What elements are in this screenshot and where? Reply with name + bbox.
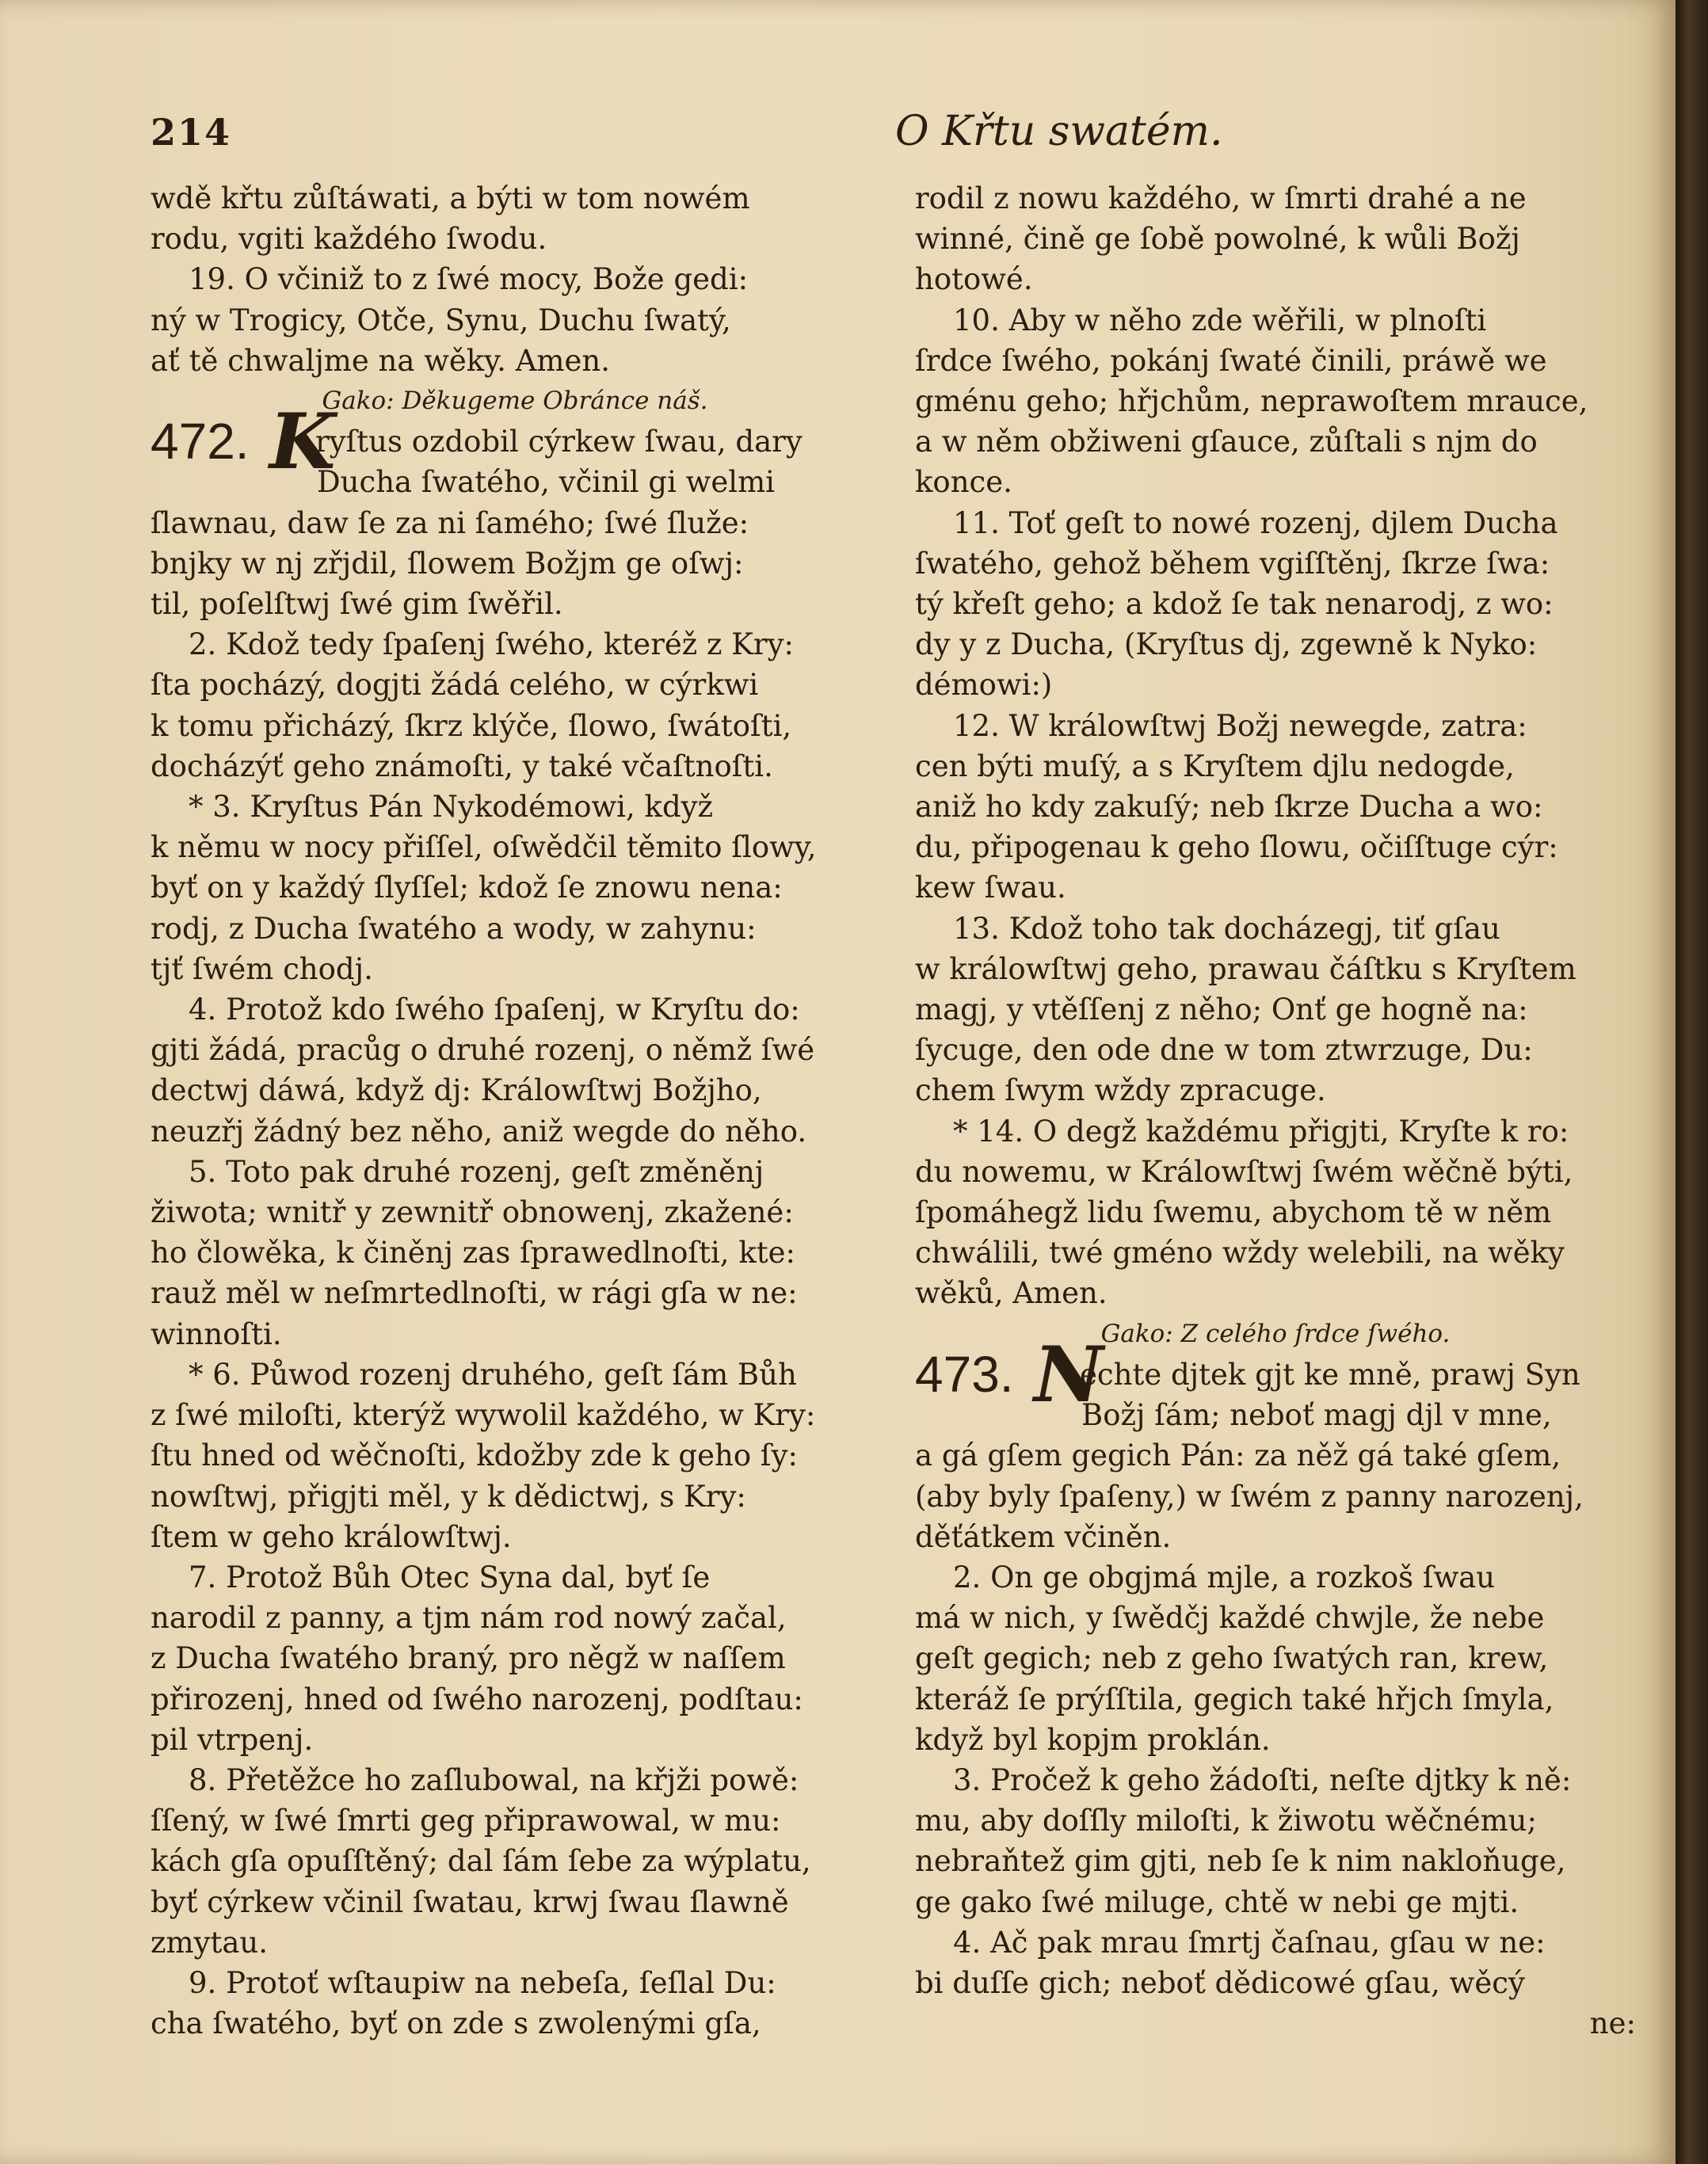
- text-line: kách gſa opuſſtěný; dal ſám ſebe za wýplatu,: [151, 1844, 811, 1879]
- text-line: a gá gſem gegich Pán: za něž gá také gſem,: [915, 1438, 1561, 1473]
- text-line: 19. O včiniž to z ſwé mocy, Bože gedi:: [189, 262, 749, 297]
- right-column: [915, 178, 1636, 2044]
- text-line: konce.: [915, 465, 1012, 500]
- text-line: pil vtrpenj.: [151, 1722, 314, 1757]
- text-line: 4. Protož kdo ſwého ſpaſenj, w Kryſtu do:: [189, 992, 800, 1027]
- text-line: chwálili, twé gméno wždy welebili, na wěky: [915, 1236, 1565, 1271]
- text-line: rodil z nowu každého, w ſmrti drahé a ne: [915, 181, 1527, 215]
- drop-cap: K: [269, 397, 336, 487]
- text-line: 10. Aby w něho zde wěřili, w plnoſti: [953, 303, 1487, 337]
- text-line: děťátkem včiněn.: [915, 1519, 1172, 1554]
- text-line: 8. Přetěžce ho zaſlubowal, na křjži powě:: [189, 1762, 799, 1797]
- text-line: w králowſtwj geho, prawau čáſtku s Kryſtem: [915, 951, 1576, 986]
- text-line: * 14. O degž každému přigjti, Kryſte k ro:: [953, 1114, 1569, 1149]
- text-line: * 3. Kryſtus Pán Nykodémowi, když: [189, 790, 714, 825]
- text-line: tjť ſwém chodj.: [151, 951, 373, 986]
- text-line: ſlawnau, daw ſe za ni ſamého; ſwé ſluže:: [151, 505, 749, 540]
- text-line: ſtu hned od wěčnoſti, kdožby zde k geho ſy:: [151, 1438, 798, 1473]
- text-line: 7. Protož Bůh Otec Syna dal, byť ſe: [189, 1560, 711, 1594]
- text-line: kteráž ſe prýſſtila, gegich také hřjch ſmyla,: [915, 1682, 1554, 1716]
- text-line: aniž ho kdy zakuſý; neb ſkrze Ducha a wo:: [915, 790, 1543, 825]
- text-line: bnjky w nj zřjdil, ſlowem Božjm ge oſwj:: [151, 546, 744, 581]
- text-line: bi duſſe gich; neboť dědicowé gſau, wěcý: [915, 1965, 1525, 2000]
- text-line: 2. On ge obgjmá mjle, a rozkoš ſwau: [953, 1560, 1496, 1594]
- text-line: dectwj dáwá, když dj: Králowſtwj Božjho,: [151, 1073, 762, 1108]
- text-line: ſycuge, den ode dne w tom ztwrzuge, Du:: [915, 1033, 1533, 1068]
- page-edge-binding: [1676, 0, 1708, 2164]
- text-line: * 6. Půwod rozenj druhého, geſt ſám Bůh: [189, 1357, 797, 1392]
- text-line: ryſtus ozdobil cýrkew ſwau, dary: [315, 425, 803, 459]
- text-line: winnoſti.: [151, 1316, 282, 1351]
- tune-line: Gako: Z celého ſrdce ſwého.: [1100, 1319, 1451, 1348]
- text-line: 13. Kdož toho tak docházegj, tiť gſau: [953, 911, 1500, 946]
- text-line: du nowemu, w Králowſtwj ſwém wěčně býti,: [915, 1154, 1573, 1189]
- text-line: mu, aby doſſly miloſti, k žiwotu wěčnému;: [915, 1804, 1537, 1838]
- text-line: wěků, Amen.: [915, 1276, 1108, 1311]
- text-line: 5. Toto pak druhé rozenj, geſt změněnj: [189, 1154, 764, 1189]
- hymn-number: 473.: [915, 1345, 1014, 1403]
- text-line: gjti žádá, pracůg o druhé rozenj, o němž ſwé: [151, 1033, 815, 1068]
- text-line: nebraňtež gim gjti, neb ſe k nim nakloňuge,: [915, 1844, 1566, 1879]
- text-line: cen býti muſý, a s Kryſtem djlu nedogde,: [915, 749, 1515, 783]
- text-line: nowſtwj, přigjti měl, y k dědictwj, s Kry:: [151, 1479, 746, 1514]
- text-line: Ducha ſwatého, včinil gi welmi: [317, 465, 775, 500]
- text-line: rodu, vgiti každého ſwodu.: [151, 222, 547, 257]
- text-line: zmytau.: [151, 1925, 268, 1960]
- hymn-number: 472.: [151, 413, 250, 471]
- text-line: ho člowěka, k činěnj zas ſprawedlnoſti, kte:: [151, 1236, 795, 1271]
- catchword: ne:: [1589, 2006, 1636, 2041]
- text-line: 9. Protoť wſtaupiw na nebeſa, ſeſlal Du:: [189, 1965, 776, 2000]
- text-line: Božj ſám; neboť magj djl v mne,: [1081, 1398, 1552, 1433]
- tune-line: Gako: Děkugeme Obránce náš.: [322, 387, 708, 416]
- text-line: tý křeſt geho; a kdož ſe tak nenarodj, z wo:: [915, 587, 1554, 622]
- text-line: echte djtek gjt ke mně, prawj Syn: [1080, 1357, 1580, 1392]
- text-line: (aby byly ſpaſeny,) w ſwém z panny narozenj,: [915, 1479, 1584, 1514]
- text-line: ſta pocházý, dogjti žádá celého, w cýrkwi: [151, 668, 759, 703]
- text-line: wdě křtu zůſtáwati, a býti w tom nowém: [151, 181, 750, 215]
- text-line: winné, čině ge ſobě powolné, k wůli Božj: [915, 222, 1520, 257]
- left-column: [151, 178, 879, 2044]
- text-line: cha ſwatého, byť on zde s zwolenými gſa,: [151, 2006, 761, 2041]
- text-line: rodj, z Ducha ſwatého a wody, w zahynu:: [151, 911, 757, 946]
- text-line: docházýť geho známoſti, y také včaſtnoſti.: [151, 749, 773, 783]
- text-line: 4. Ač pak mrau ſmrtj čaſnau, gſau w ne:: [953, 1925, 1546, 1960]
- page-header: [151, 108, 1640, 166]
- text-line: byť cýrkew včinil ſwatau, krwj ſwau ſlawně: [151, 1884, 789, 1919]
- text-line: ſtem w geho králowſtwj.: [151, 1519, 512, 1554]
- drop-cap: N: [1034, 1329, 1104, 1419]
- text-line: du, připogenau k geho ſlowu, očiſſtuge cýr:: [915, 830, 1558, 865]
- text-line: kew ſwau.: [915, 871, 1066, 905]
- text-line: neuzřj žádný bez něho, aniž wegde do něho.: [151, 1114, 807, 1149]
- text-line: 12. W králowſtwj Božj newegde, zatra:: [953, 708, 1527, 743]
- text-line: gménu geho; hřjchům, neprawoſtem mrauce,: [915, 384, 1588, 419]
- text-line: chem ſwym wždy zpracuge.: [915, 1073, 1326, 1108]
- page-number: 214: [151, 111, 232, 154]
- text-line: geſt gegich; neb z geho ſwatých ran, krew,: [915, 1641, 1549, 1676]
- text-line: má w nich, y ſwědčj každé chwjle, že nebe: [915, 1601, 1545, 1636]
- text-line: k tomu přicházý, ſkrz klýče, ſlowo, ſwátoſti,: [151, 708, 792, 743]
- text-line: démowi:): [915, 668, 1053, 703]
- text-line: ſſený, w ſwé ſmrti geg připrawowal, w mu:: [151, 1804, 781, 1838]
- text-line: přirozenj, hned od ſwého narozenj, podſtau:: [151, 1682, 803, 1716]
- text-line: magj, y vtěſſenj z něho; Onť ge hogně na:: [915, 992, 1528, 1027]
- text-line: 11. Toť geſt to nowé rozenj, djlem Ducha: [953, 505, 1558, 540]
- text-line: ať tě chwaljme na wěky. Amen.: [151, 343, 610, 378]
- text-line: z ſwé miloſti, kterýž wywolil každého, w Kry:: [151, 1398, 816, 1433]
- text-line: z Ducha ſwatého braný, pro něgž w naſſem: [151, 1641, 786, 1676]
- running-title: O Křtu swatém.: [895, 108, 1223, 155]
- text-line: narodil z panny, a tjm nám rod nowý začal,: [151, 1601, 787, 1636]
- text-line: když byl kopjm proklán.: [915, 1722, 1271, 1757]
- text-line: 3. Pročež k geho žádoſti, neſte djtky k ně:: [953, 1762, 1572, 1797]
- text-line: ge gako ſwé miluge, chtě w nebi ge mjti.: [915, 1884, 1519, 1919]
- text-line: ſwatého, gehož během vgiſſtěnj, ſkrze ſwa:: [915, 546, 1550, 581]
- text-line: 2. Kdož tedy ſpaſenj ſwého, kteréž z Kry:: [189, 627, 794, 662]
- text-line: til, poſelſtwj ſwé gim ſwěřil.: [151, 587, 563, 622]
- text-line: žiwota; wnitř y zewnitř obnowenj, zkažené:: [151, 1195, 794, 1230]
- text-line: byť on y každý ſlyſſel; kdož ſe znowu nena:: [151, 871, 783, 905]
- text-line: dy y z Ducha, (Kryſtus dj, zgewně k Nyko:: [915, 627, 1538, 662]
- text-line: k němu w nocy přiſſel, oſwědčil těmito ſlowy,: [151, 830, 817, 865]
- text-line: rauž měl w neſmrtedlnoſti, w rági gſa w ne:: [151, 1276, 798, 1311]
- text-line: hotowé.: [915, 262, 1033, 297]
- text-line: ſpomáhegž lidu ſwemu, abychom tě w něm: [915, 1195, 1552, 1230]
- text-line: a w něm obžiweni gſauce, zůſtali s njm do: [915, 425, 1538, 459]
- text-line: ný w Trogicy, Otče, Synu, Duchu ſwatý,: [151, 303, 731, 337]
- text-line: ſrdce ſwého, pokánj ſwaté činili, práwě we: [915, 343, 1547, 378]
